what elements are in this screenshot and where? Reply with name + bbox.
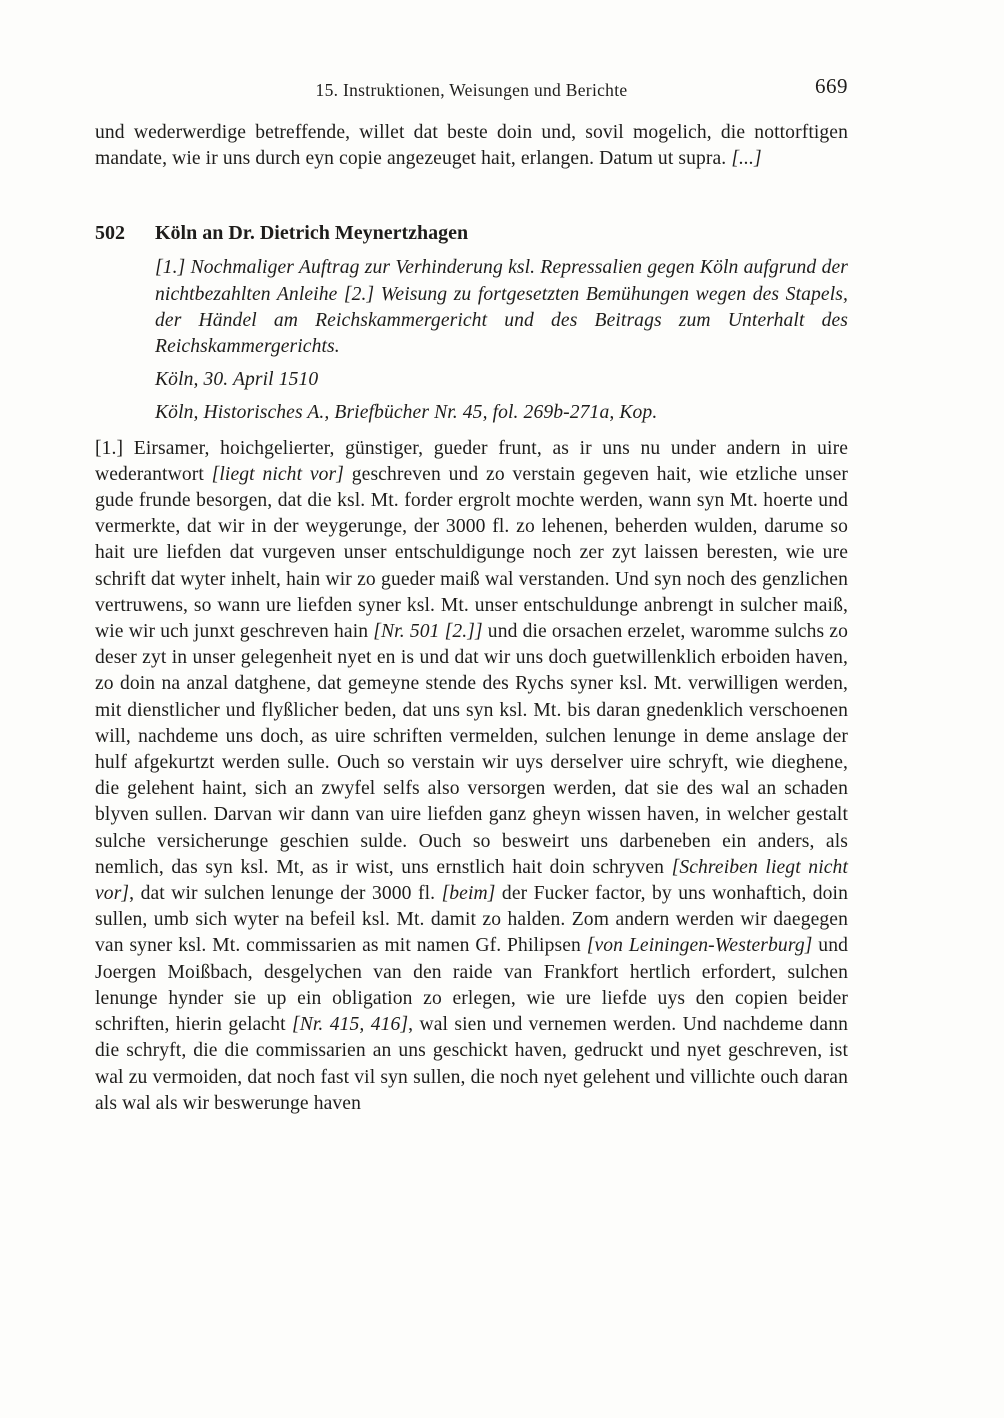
page-number: 669 xyxy=(815,74,848,98)
entry-body-paragraph: [1.] Eirsamer, hoichgelierter, günstiger, gueder frunt, as ir uns nu under andern in uire wederantwort [liegt nicht vor] geschreven und zo verstain gegeven hait, wie etzliche unser gude frunde besorgen, dat die ksl. Mt. forder ergrolt mochte werden, wann syn Mt. hoerte und vermerkte, dat wir in der weygerunge, der 3000 fl. zo lehenen, beherden wulden, darume so hait ure liefden dat vurgeven unser entschuldigunge noch zer zyt laissen beresten, wie ure schrift dat wyter inhelt, hain wir zo gueder maiß wal verstanden. Und syn noch des genzlichen vertruwens, so wann ure liefden syner ksl. Mt. unser entschuldunge anbrengt in sulcher maiß, wie wir uch junxt geschreven hain [Nr. 501 [2.]] und die orsachen erzelet, waromme sulchs zo deser zyt in unser gelegenheit nyet en is und dat wir uns doch guetwillenklich erboiden haven, zo doin na anzal datghene, dat gemeyne stende des Rychs syner ksl. Mt. verwilligen werden, mit dienstlicher und flyßlicher beden, dat uns syn ksl. Mt. bis daran gnedenklich verschoenen will, nachdeme uns doch, as uire schriften vermelden, sulchen lenunge in deme anslage der hulf afgekurtzt werden sulle. Ouch so verstain wir uys derselver uire schryft, wie dieghene, die gelehent haint, sich an zwyfel selfs also versorgen werden, dat sie des wal an schaden blyven sullen. Darvan wir dann van uire liefden ganz gheyn wissen haven, in welcher gestalt sulche versicherunge geschien sulde. Ouch so besweirt uns darbeneben ein anders, als nemlich, das syn ksl. Mt, as ir wist, uns ernstlich hait doin schryven [Schreiben liegt nicht vor], dat wir sulchen lenunge der 3000 fl. [beim] der Fucker factor, by uns wonhaftich, doin sullen, umb sich wyter na befeil ksl. Mt. damit zo halden. Zom andern werden wir daegegen van syner ksl. Mt. commissarien as mit namen Gf. Philipsen [von Leiningen-Westerburg] und Joergen Moißbach, desgelychen van den raide van Frankfort hertlich erfordert, sulchen lenunge hynder sie up ein obligation zo erlegen, wie ure liefde uys den copien beider schriften, hierin gelacht [Nr. 415, 416], wal sien und vernemen werden. Und nachdeme dann die schryft, die die commissarien an uns geschickt haven, gedruckt und nyet geschreven, ist wal zu vermoiden, dat noch fast vil syn sullen, die noch nyet gelehent und villichte ouch daran als wal als wir beswerunge haven xyxy=(95,437,848,1114)
entry-title: Köln an Dr. Dietrich Meynertzhagen xyxy=(155,222,469,245)
text-column xyxy=(95,74,848,1117)
entry-502 xyxy=(95,220,848,1117)
entry-heading xyxy=(95,220,848,246)
page-header xyxy=(95,74,848,104)
entry-source-citation: Köln, Historisches A., Briefbücher Nr. 45, fol. 269b-271a, Kop. xyxy=(155,402,658,424)
running-header: 15. Instruktionen, Weisungen und Berichte xyxy=(315,80,628,100)
entry-number: 502 xyxy=(95,222,125,245)
continuation-paragraph: und wederwerdige betreffende, willet dat beste doin und, sovil mogelich, die nottorftigen mandate, wie ir uns durch eyn copie angezeuget hait, erlangen. Datum ut supra. [...] xyxy=(95,122,848,170)
entry-meta xyxy=(155,255,848,426)
entry-summary: [1.] Nochmaliger Auftrag zur Verhinderung ksl. Repressalien gegen Köln aufgrund der nichtbezahlten Anleihe [2.] Weisung zu fortgesetzten Bemühungen wegen des Stapels, der Händel am Reichskammergericht und des Beitrags zum Unterhalt des Reichskammergerichts. xyxy=(155,257,848,358)
entry-dateline: Köln, 30. April 1510 xyxy=(155,369,319,391)
